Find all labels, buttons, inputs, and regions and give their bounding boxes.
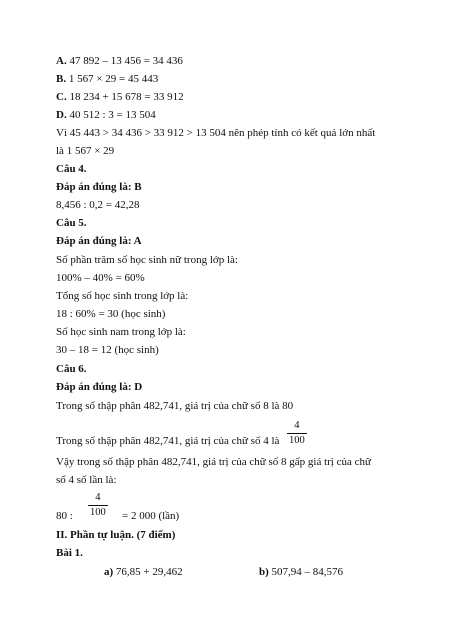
explanation-line-1: Vì 45 443 > 34 436 > 33 912 > 13 504 nên phép tính có kết quả lớn nhất bbox=[56, 127, 376, 139]
option-d-text: 40 512 : 3 = 13 504 bbox=[66, 109, 156, 121]
question-5-heading: Câu 5. bbox=[56, 217, 87, 229]
part-a-text: 76,85 + 29,462 bbox=[113, 566, 183, 578]
option-a-line bbox=[56, 54, 183, 68]
part-b-label: b) bbox=[259, 566, 269, 578]
option-a-text: 47 892 – 13 456 = 34 436 bbox=[66, 55, 183, 67]
fraction-bar bbox=[88, 505, 108, 506]
question-4-answer: Đáp án đúng là: B bbox=[56, 181, 142, 193]
question-4-calculation: 8,456 : 0,2 = 42,28 bbox=[56, 199, 140, 211]
option-c-text: 18 234 + 15 678 = 33 912 bbox=[66, 91, 184, 103]
fraction-denominator: 100 bbox=[90, 507, 106, 518]
question-5-line-6: 30 – 18 = 12 (học sinh) bbox=[56, 344, 159, 356]
question-6-calc-prefix: 80 : bbox=[56, 510, 73, 522]
exercise-1-part-a bbox=[104, 565, 183, 579]
part-a-label: a) bbox=[104, 566, 114, 578]
question-5-line-3: Tổng số học sinh trong lớp là: bbox=[56, 290, 189, 302]
option-a-label: A. bbox=[56, 55, 67, 67]
question-6-line-1: Trong số thập phân 482,741, giá trị của chữ số 8 là 80 bbox=[56, 400, 294, 412]
question-6-heading: Câu 6. bbox=[56, 363, 87, 375]
option-b-line bbox=[56, 72, 158, 86]
fraction-4-over-100-second bbox=[88, 492, 108, 519]
fraction-numerator: 4 bbox=[294, 420, 300, 431]
question-5-line-5: Số học sinh nam trong lớp là: bbox=[56, 326, 186, 338]
question-5-line-1: Số phần trăm số học sinh nữ trong lớp là: bbox=[56, 254, 238, 266]
option-b-label: B. bbox=[56, 73, 67, 85]
question-5-answer: Đáp án đúng là: A bbox=[56, 235, 142, 247]
explanation-line-2: là 1 567 × 29 bbox=[56, 145, 115, 157]
fraction-4-over-100 bbox=[287, 420, 307, 447]
option-d-line bbox=[56, 108, 156, 122]
fraction-numerator: 4 bbox=[95, 492, 101, 503]
option-b-text: 1 567 × 29 = 45 443 bbox=[66, 73, 159, 85]
question-5-line-4: 18 : 60% = 30 (học sinh) bbox=[56, 308, 166, 320]
option-d-label: D. bbox=[56, 109, 67, 121]
question-6-line-4: số 4 số lần là: bbox=[56, 474, 117, 486]
part-2-heading: II. Phần tự luận. (7 điểm) bbox=[56, 529, 176, 541]
exercise-1-heading: Bài 1. bbox=[56, 547, 83, 559]
exercise-1-part-b bbox=[259, 565, 343, 579]
question-6-line-2: Trong số thập phân 482,741, giá trị của chữ số 4 là bbox=[56, 435, 280, 447]
option-c-line bbox=[56, 90, 184, 104]
question-6-calc-result: = 2 000 (lần) bbox=[122, 510, 180, 522]
fraction-bar bbox=[287, 433, 307, 434]
fraction-denominator: 100 bbox=[289, 435, 305, 446]
question-6-line-3: Vậy trong số thập phân 482,741, giá trị của chữ số 8 gấp giá trị của chữ bbox=[56, 456, 371, 468]
question-5-line-2: 100% – 40% = 60% bbox=[56, 272, 145, 284]
part-b-text: 507,94 – 84,576 bbox=[268, 566, 344, 578]
option-c-label: C. bbox=[56, 91, 67, 103]
question-4-heading: Câu 4. bbox=[56, 163, 87, 175]
question-6-answer: Đáp án đúng là: D bbox=[56, 381, 143, 393]
